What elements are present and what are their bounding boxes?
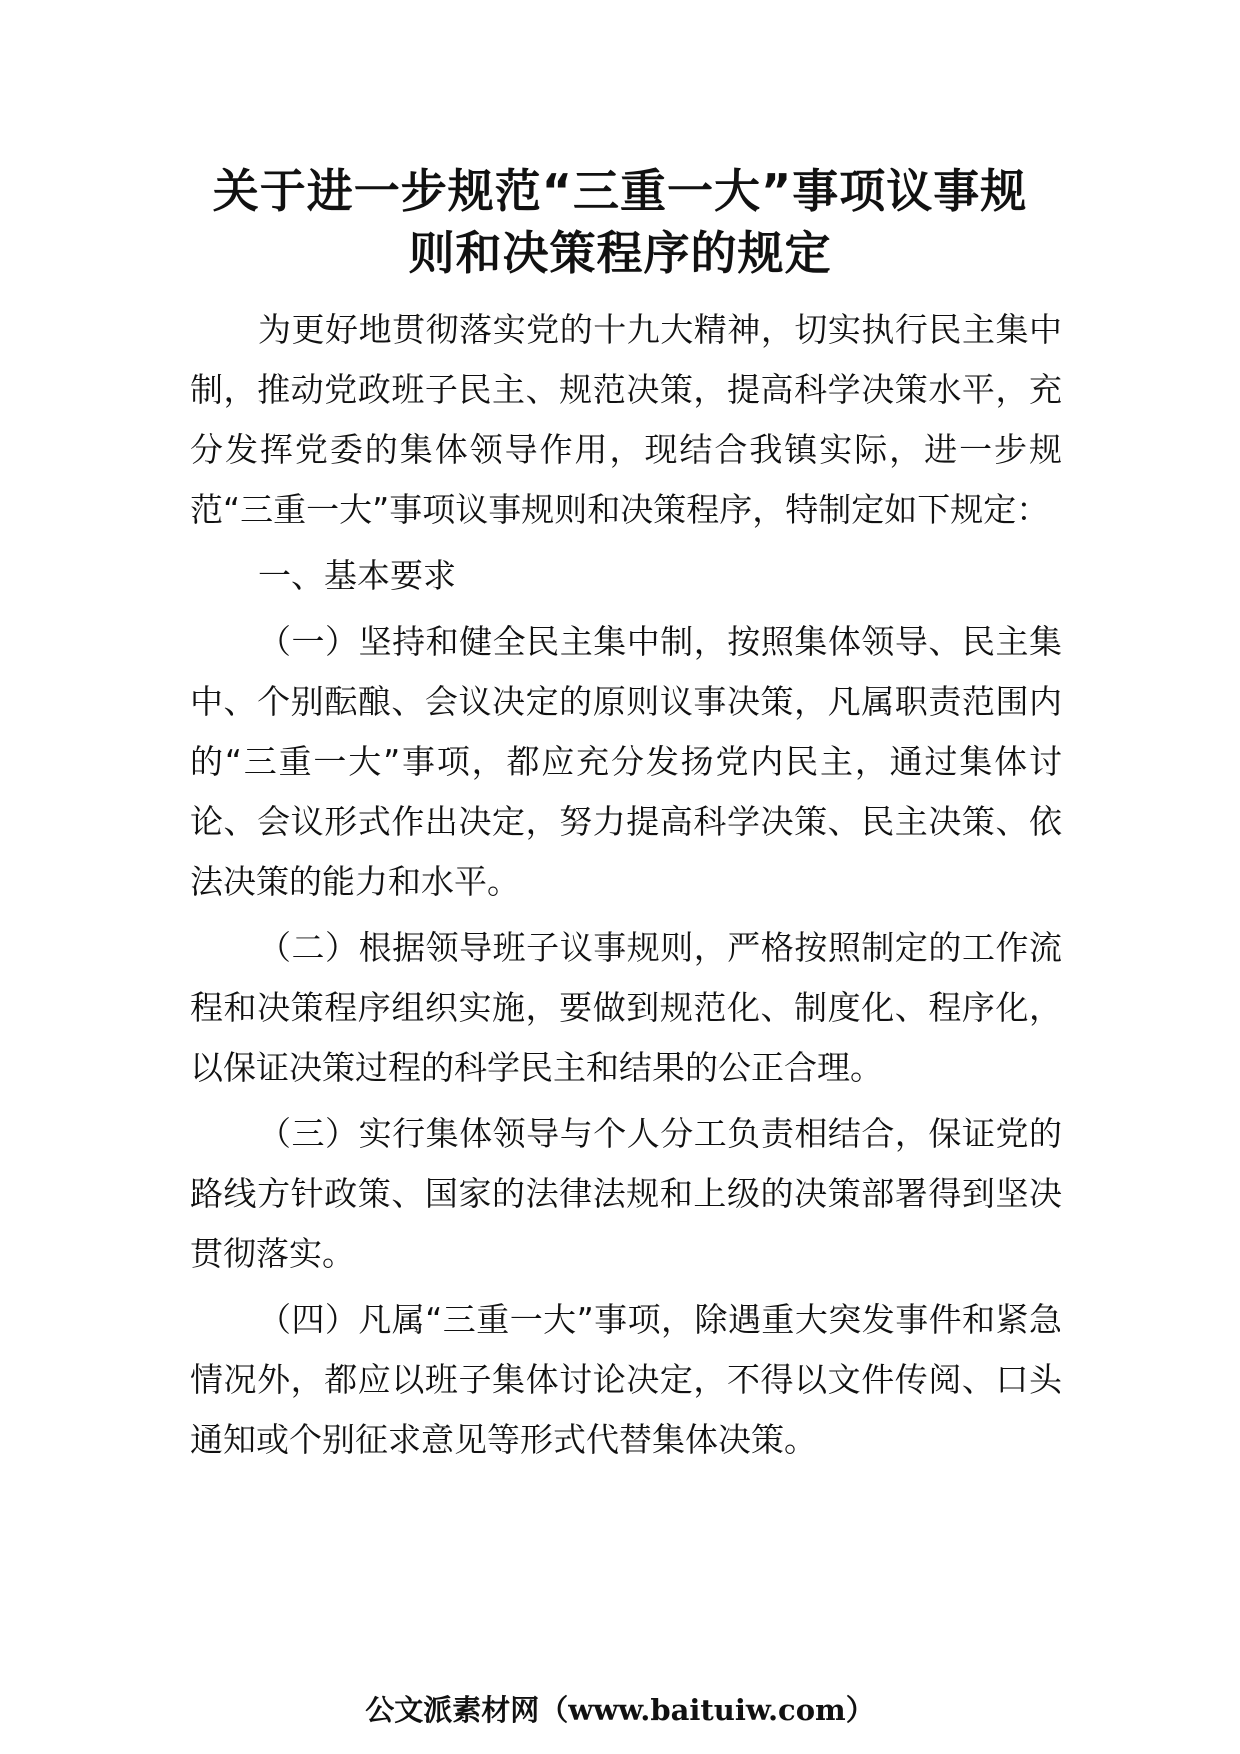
title-line-2: 则和决策程序的规定	[408, 226, 832, 280]
title-line-1: 关于进一步规范“三重一大”事项议事规	[212, 164, 1028, 218]
document-body	[190, 300, 1062, 1476]
item-paragraph-4: （四）凡属“三重一大”事项，除遇重大突发事件和紧急情况外，都应以班子集体讨论决定，不得以文件传阅、口头通知或个别征求意见等形式代替集体决策。	[190, 1300, 1062, 1459]
document-title	[190, 160, 1050, 284]
footer-watermark: 公文派素材网（www.baituiw.com）	[365, 1693, 875, 1727]
item-paragraph-1: （一）坚持和健全民主集中制，按照集体领导、民主集中、个别酝酿、会议决定的原则议事决策，凡属职责范围内的“三重一大”事项，都应充分发扬党内民主，通过集体讨论、会议形式作出决定，努力提高科学决策、民主决策、依法决策的能力和水平。	[190, 622, 1062, 901]
item-paragraph-3: （三）实行集体领导与个人分工负责相结合，保证党的路线方针政策、国家的法律法规和上级的决策部署得到坚决贯彻落实。	[190, 1114, 1062, 1273]
intro-paragraph: 为更好地贯彻落实党的十九大精神，切实执行民主集中制，推动党政班子民主、规范决策，提高科学决策水平，充分发挥党委的集体领导作用，现结合我镇实际，进一步规范“三重一大”事项议事规则和决策程序，特制定如下规定：	[190, 310, 1062, 529]
section-heading: 一、基本要求	[258, 556, 456, 595]
item-paragraph-2: （二）根据领导班子议事规则，严格按照制定的工作流程和决策程序组织实施，要做到规范化、制度化、程序化，以保证决策过程的科学民主和结果的公正合理。	[190, 928, 1062, 1087]
